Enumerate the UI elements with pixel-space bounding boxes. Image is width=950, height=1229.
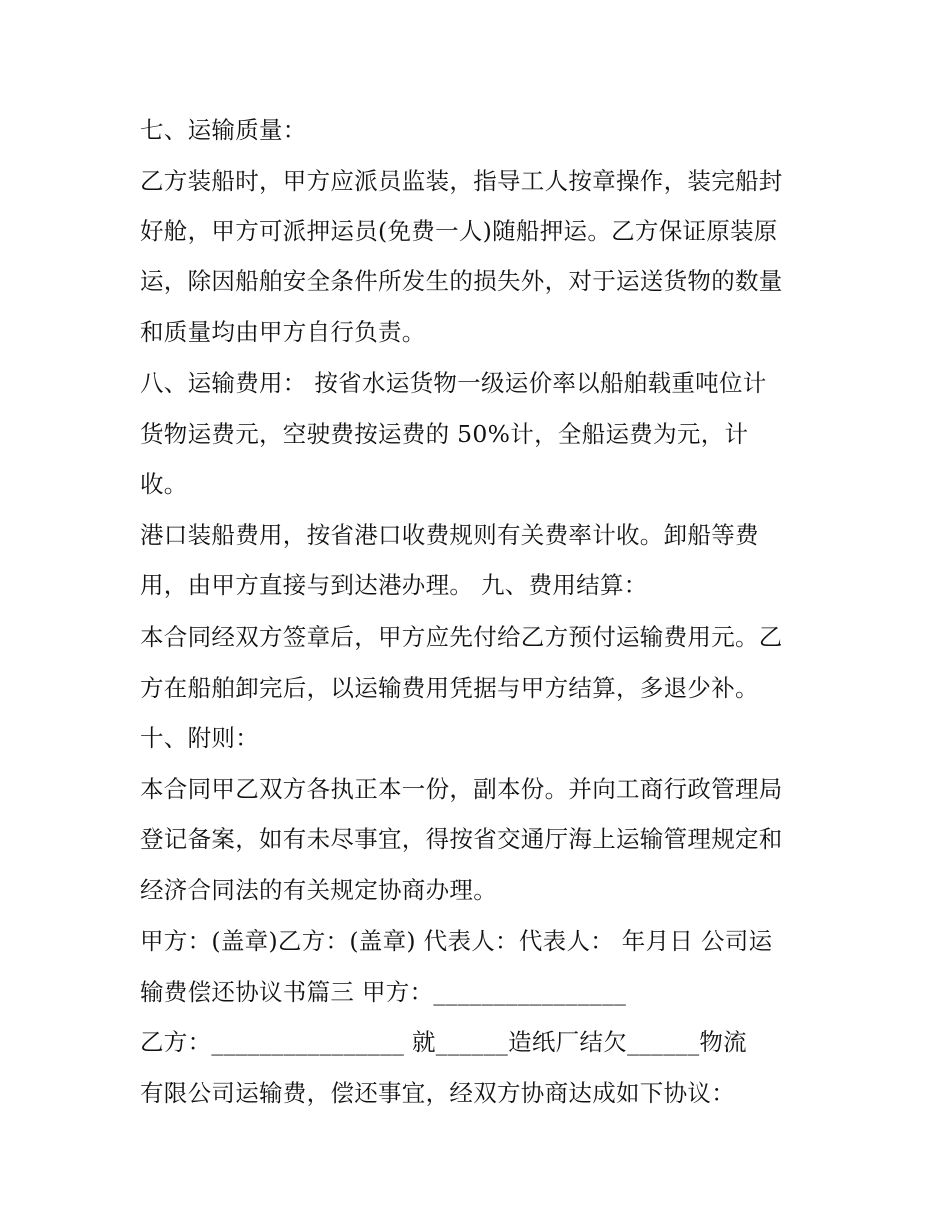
paragraph-line: 方在船舶卸完后，以运输费用凭据与甲方结算，多退少补。 — [140, 674, 759, 702]
paragraph-line: 输费偿还协议书篇三 甲方：________________ — [140, 978, 627, 1006]
paragraph-line: 用，由甲方直接与到达港办理。 九、费用结算： — [140, 571, 648, 599]
paragraph-line: 和质量均由甲方自行负责。 — [140, 318, 426, 346]
paragraph-line: 本合同甲乙双方各执正本一份，副本份。并向工商行政管理局 — [140, 775, 783, 803]
paragraph-line: 运，除因船舶安全条件所发生的损失外，对于运送货物的数量 — [140, 267, 783, 295]
paragraph-line: 本合同经双方签章后，甲方应先付给乙方预付运输费用元。乙 — [140, 623, 783, 651]
signature-line: 甲方：(盖章)乙方：(盖章) 代表人：代表人： 年月日 公司运 — [140, 927, 773, 955]
paragraph-line: 乙方：________________ 就______造纸厂结欠______物流 — [140, 1028, 747, 1056]
paragraph-line: 货物运费元，空驶费按运费的 50%计，全船运费为元，计 — [140, 420, 749, 448]
paragraph-line: 收。 — [140, 470, 188, 498]
heading-transport-fees: 八、运输费用： 按省水运货物一级运价率以船舶载重吨位计 — [140, 369, 767, 397]
paragraph-line: 经济合同法的有关规定协商办理。 — [140, 876, 497, 904]
paragraph-line: 有限公司运输费，偿还事宜，经双方协商达成如下协议： — [140, 1079, 735, 1107]
paragraph-line: 好舱，甲方可派押运员(免费一人)随船押运。乙方保证原装原 — [140, 217, 778, 245]
paragraph-line: 乙方装船时，甲方应派员监装，指导工人按章操作，装完船封 — [140, 167, 783, 195]
paragraph-line: 登记备案，如有未尽事宜，得按省交通厅海上运输管理规定和 — [140, 825, 783, 853]
heading-supplementary: 十、附则： — [140, 724, 259, 752]
paragraph-line: 港口装船费用，按省港口收费规则有关费率计收。卸船等费 — [140, 521, 759, 549]
heading-transport-quality: 七、运输质量： — [140, 116, 307, 144]
